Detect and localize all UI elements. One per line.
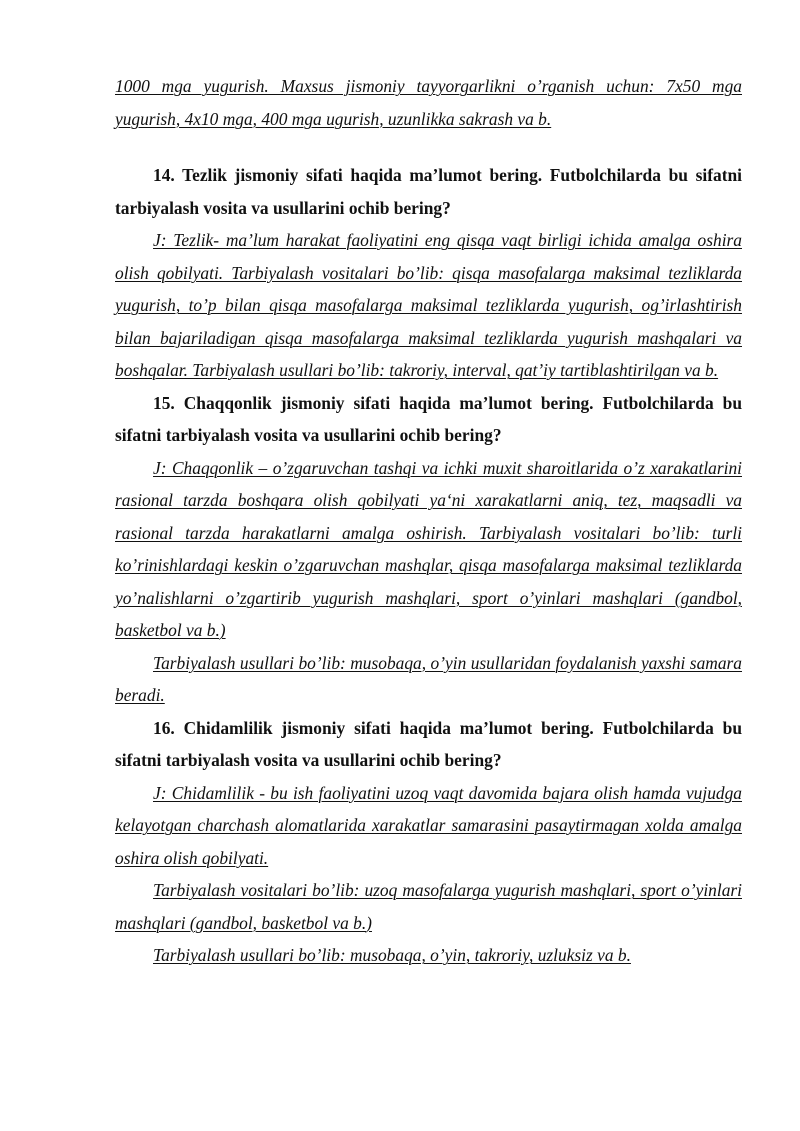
answer-15: J: Chaqqonlik – o’zgaruvchan tashqi va ichki muxit sharoitlarida o’z xarakatlarini rasional tarzda boshqara olish qobilyati ya‘ni xarakatlarni aniq, tez, maqsadli va rasional tarzda harakatlarni amalga oshirish. Tarbiyalash vositalari bo’lib: turli ko’rinishlardagi keskin o’zgaruvchan mashqlar, qisqa masofalarga maksimal tezliklarda yo’nalishlarni o’zgartirib yugurish mashqlari, sport o’yinlari mashqlari (gandbol, basketbol va b.) xyxy=(115,457,742,640)
answer-16-means: Tarbiyalash vositalari bo’lib: uzoq masofalarga yugurish mashqlari, sport o’yinlari mashqlari (gandbol, basketbol va b.) xyxy=(115,880,742,933)
question-14: 14. Tezlik jismoniy sifati haqida ma’lumot bering. Futbolchilarda bu sifatni tarbiyalash vosita va usullarini ochib bering? xyxy=(115,165,742,218)
question-15: 15. Chaqqonlik jismoniy sifati haqida ma’lumot bering. Futbolchilarda bu sifatni tarbiyalash vosita va usullarini ochib bering? xyxy=(115,392,742,445)
paragraph-gap xyxy=(115,135,742,159)
question-16: 16. Chidamlilik jismoniy sifati haqida ma’lumot bering. Futbolchilarda bu sifatni tarbiyalash vosita va usullarini ochib bering? xyxy=(115,717,742,770)
answer-16-methods: Tarbiyalash usullari bo’lib: musobaqa, o’yin, takroriy, uzluksiz va b. xyxy=(153,945,631,965)
answer-paragraph: 1000 mga yugurish. Maxsus jismoniy tayyorgarlikni o’rganish uchun: 7x50 mga yugurish, 4x10 mga, 400 mga ugurish, uzunlikka sakrash va b. xyxy=(115,76,742,129)
answer-15-methods: Tarbiyalash usullari bo’lib: musobaqa, o’yin usullaridan foydalanish yaxshi samara beradi. xyxy=(115,652,742,705)
answer-16: J: Chidamlilik - bu ish faoliyatini uzoq vaqt davomida bajara olish hamda vujudga kelayotgan charchash alomatlarida xarakatlar samarasini pasaytirmagan xolda amalga oshira olish qobilyati. xyxy=(115,782,742,868)
answer-14: J: Tezlik- ma’lum harakat faoliyatini eng qisqa vaqt birligi ichida amalga oshira olish qobilyati. Tarbiyalash vositalari bo’lib: qisqa masofalarga maksimal tezliklarda yugurish, to’p bilan qisqa masofalarga maksimal tezliklarda yugurish, og’irlashtirish bilan bajariladigan qisqa masofalarga maksimal tezliklarda yugurish mashqalari va boshqalar. Tarbiyalash usullari bo’lib: takroriy, interval, qat’iy tartiblashtirilgan va b. xyxy=(115,230,742,380)
